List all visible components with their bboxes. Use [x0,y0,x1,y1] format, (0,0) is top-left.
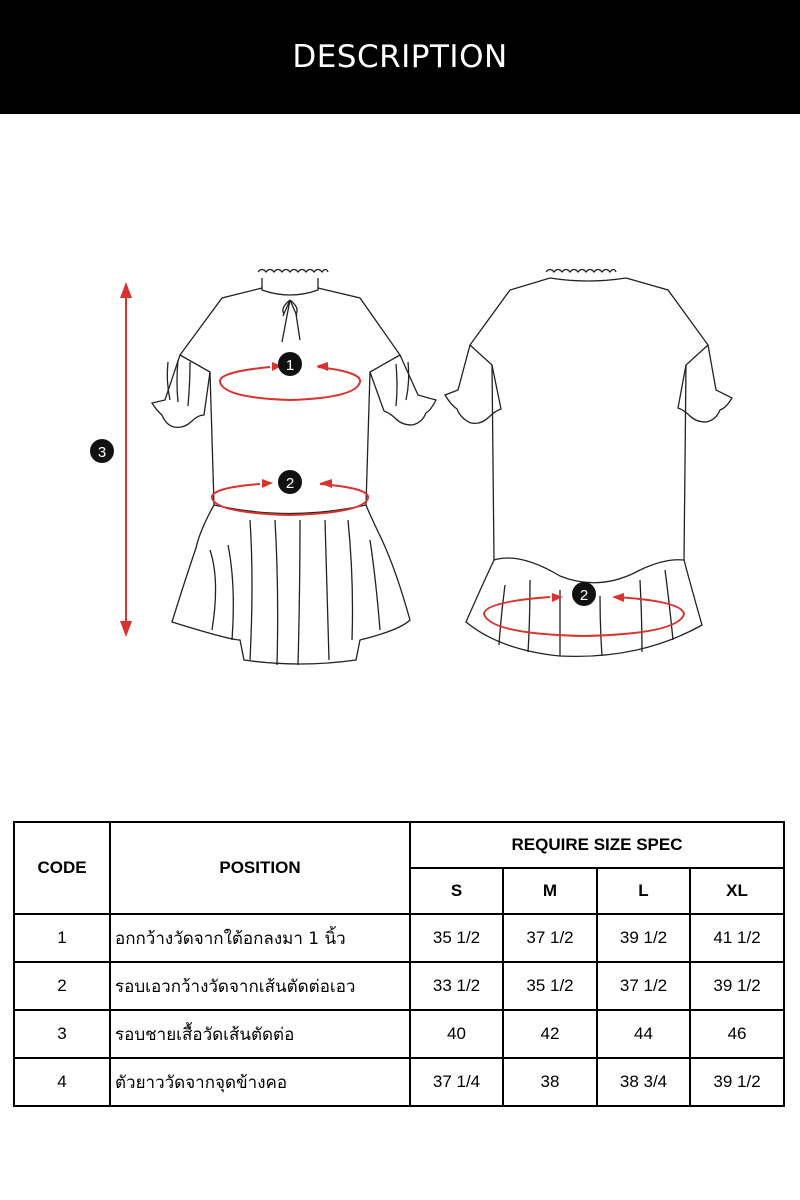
size-header-l: L [597,868,690,914]
row-code: 3 [14,1010,110,1058]
marker-3 [90,439,114,463]
col-header-spec: REQUIRE SIZE SPEC [410,822,784,868]
svg-text:3: 3 [97,444,107,461]
table-row [14,1010,784,1058]
marker-1 [278,352,302,376]
row-value-xl: 39 1/2 [690,962,784,1010]
row-position: รอบเอวกว้างวัดจากเส้นตัดต่อเอว [110,962,410,1010]
size-header-s: S [410,868,503,914]
row-value-l: 37 1/2 [597,962,690,1010]
row-code: 1 [14,914,110,962]
row-value-s: 35 1/2 [410,914,503,962]
svg-text:2: 2 [285,475,295,492]
row-code: 2 [14,962,110,1010]
marker-2-back [572,582,596,606]
row-value-xl: 46 [690,1010,784,1058]
front-dress-drawing [152,270,436,666]
length-arrow [120,282,132,637]
row-value-xl: 41 1/2 [690,914,784,962]
row-code: 4 [14,1058,110,1106]
size-header-m: M [503,868,597,914]
table-row [14,1058,784,1106]
row-value-m: 38 [503,1058,597,1106]
size-header-xl: XL [690,868,784,914]
row-value-m: 35 1/2 [503,962,597,1010]
row-position: อกกว้างวัดจากใต้อกลงมา 1 นิ้ว [110,914,410,962]
table-row [14,914,784,962]
col-header-code: CODE [14,822,110,914]
row-value-l: 39 1/2 [597,914,690,962]
svg-text:1: 1 [285,357,295,374]
row-value-m: 37 1/2 [503,914,597,962]
row-position: รอบชายเสื้อวัดเส้นตัดต่อ [110,1010,410,1058]
row-value-xl: 39 1/2 [690,1058,784,1106]
page-title: DESCRIPTION [292,39,508,75]
col-header-position: POSITION [110,822,410,914]
size-spec-table [13,821,785,1107]
row-value-s: 37 1/4 [410,1058,503,1106]
row-value-s: 33 1/2 [410,962,503,1010]
svg-text:2: 2 [579,587,589,604]
garment-illustration [0,114,800,794]
row-value-m: 42 [503,1010,597,1058]
header-bar [0,0,800,114]
row-value-l: 44 [597,1010,690,1058]
row-value-l: 38 3/4 [597,1058,690,1106]
table-row [14,962,784,1010]
row-value-s: 40 [410,1010,503,1058]
marker-2-front [278,470,302,494]
row-position: ตัวยาววัดจากจุดข้างคอ [110,1058,410,1106]
